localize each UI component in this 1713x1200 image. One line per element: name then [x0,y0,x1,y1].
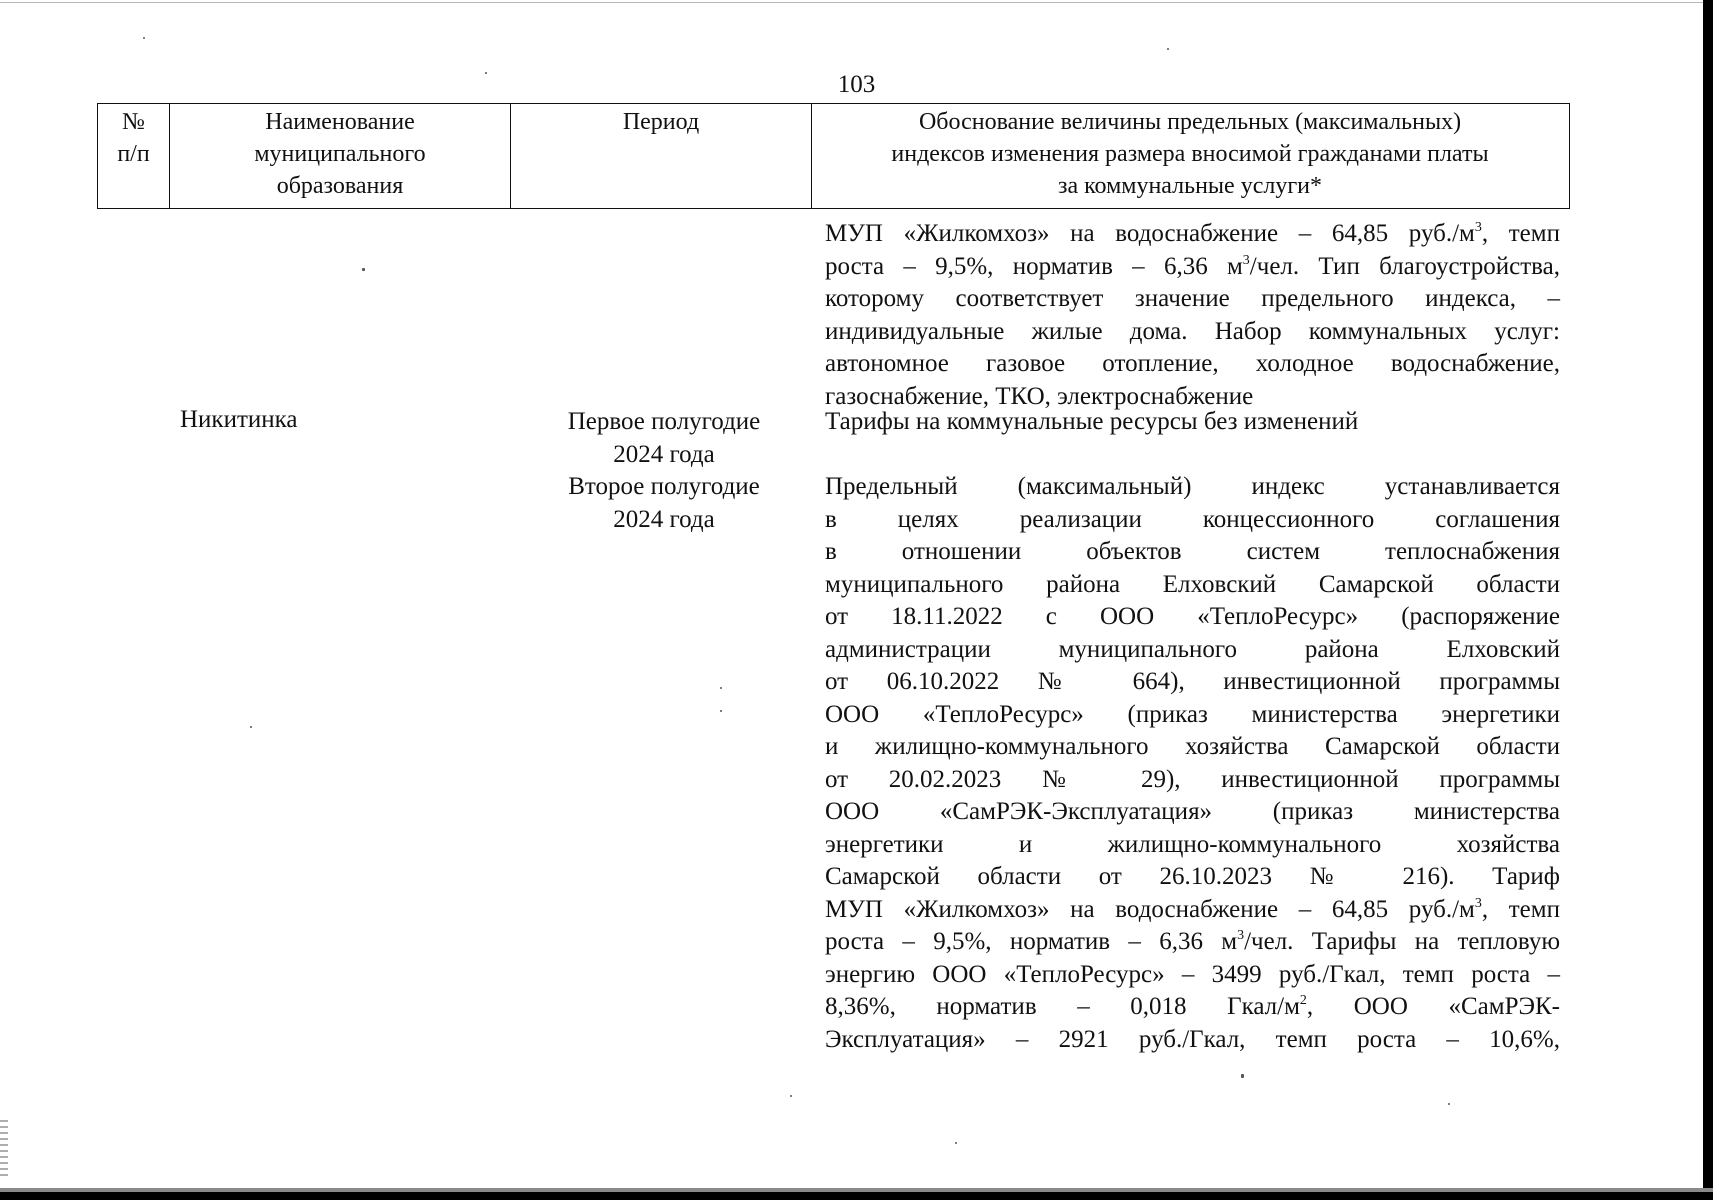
page-number: 103 [837,71,876,98]
scan-speck [1167,48,1169,50]
header-col-number: № п/п [98,104,170,208]
header-col-municipality: Наименование муниципального образования [170,104,511,208]
text-line: газоснабжение, ТКО, электроснабжение [825,382,1254,410]
period-second-half: Второе полугодие 2024 года [568,473,760,533]
scan-edge-right [1703,0,1713,1200]
text-line: энергетики и жилищно-коммунального хозяйства [825,830,1560,858]
text-line: от 20.02.2023 № 29), инвестиционной программы [825,765,1560,793]
text-line: и жилищно-коммунального хозяйства Самарской области [825,733,1560,760]
municipality-name: Никитинка [180,406,298,433]
table-header [97,103,1570,209]
text-line: которому соответствует значение предельного индекса, – [825,285,1560,312]
scan-edge-top [0,2,1713,3]
text-line: энергию ООО «ТеплоРесурс» – 3499 руб./Гкал, темп роста – [825,960,1560,988]
justification-second-half [825,471,1560,1056]
text-line: администрации муниципального района Елховский [825,635,1560,663]
header-col-period: Период [511,104,812,208]
scan-speck [143,37,145,39]
text-line: ООО «СамРЭК-Эксплуатация» (приказ министерства [825,798,1560,825]
text-line: Эксплуатация» – 2921 руб./Гкал, темп роста – 10,6%, [825,1025,1560,1053]
text-line: в целях реализации концессионного соглашения [825,505,1560,533]
scan-speck [720,710,722,712]
text-line: роста – 9,5%, норматив – 6,36 $м^3$/чел. Тип благоустройства, [825,252,1560,280]
text-line: индивидуальные жилые дома. Набор коммунальных услуг: [825,317,1560,345]
scan-speck [362,268,365,271]
scan-speck [250,726,252,728]
scan-speck [790,1095,792,1097]
text-line: Самарской области от 26.10.2023 № 216). Тариф [825,863,1560,890]
text-line: автономное газовое отопление, холодное водоснабжение, [825,350,1560,377]
text-line: Предельный (максимальный) индекс устанавливается [825,473,1560,500]
header-col-justification: Обоснование величины предельных (максимальных) индексов изменения размера вносимой гражданами платы за коммунальные услуги* [891,109,1489,199]
scan-speck [720,687,722,689]
text-line: муниципального района Елховский Самарской области [825,570,1560,598]
scan-speck [955,1142,957,1144]
period-first-half: Первое полугодие 2024 года [567,408,761,468]
justification-first-half: Тарифы на коммунальные ресурсы без изменений [825,408,1359,435]
scan-speck [1448,1103,1450,1105]
text-line: МУП «Жилкомхоз» на водоснабжение – 64,85 $руб./м^3$, темп [825,895,1560,923]
scan-edge-left-noise [0,1120,8,1180]
text-line: роста – 9,5%, норматив – 6,36 $м^3$/чел. Тарифы на тепловую [825,928,1561,955]
text-line: в отношении объектов систем теплоснабжения [825,538,1560,565]
scan-speck [1241,1074,1244,1078]
text-line: от 18.11.2022 с ООО «ТеплоРесурс» (распоряжение [825,603,1560,630]
text-line: от 06.10.2022 № 664), инвестиционной программы [825,668,1560,695]
continuation-paragraph [825,218,1560,413]
text-line: ООО «ТеплоРесурс» (приказ министерства энергетики [825,700,1560,728]
text-line: МУП «Жилкомхоз» на водоснабжение – 64,85 $руб./м^3$, темп [825,220,1560,247]
text-line: 8,36%, норматив – 0,018 Гкал/$м^2$, ООО «СамРЭК- [825,993,1560,1020]
scan-edge-bottom [0,1192,1713,1200]
